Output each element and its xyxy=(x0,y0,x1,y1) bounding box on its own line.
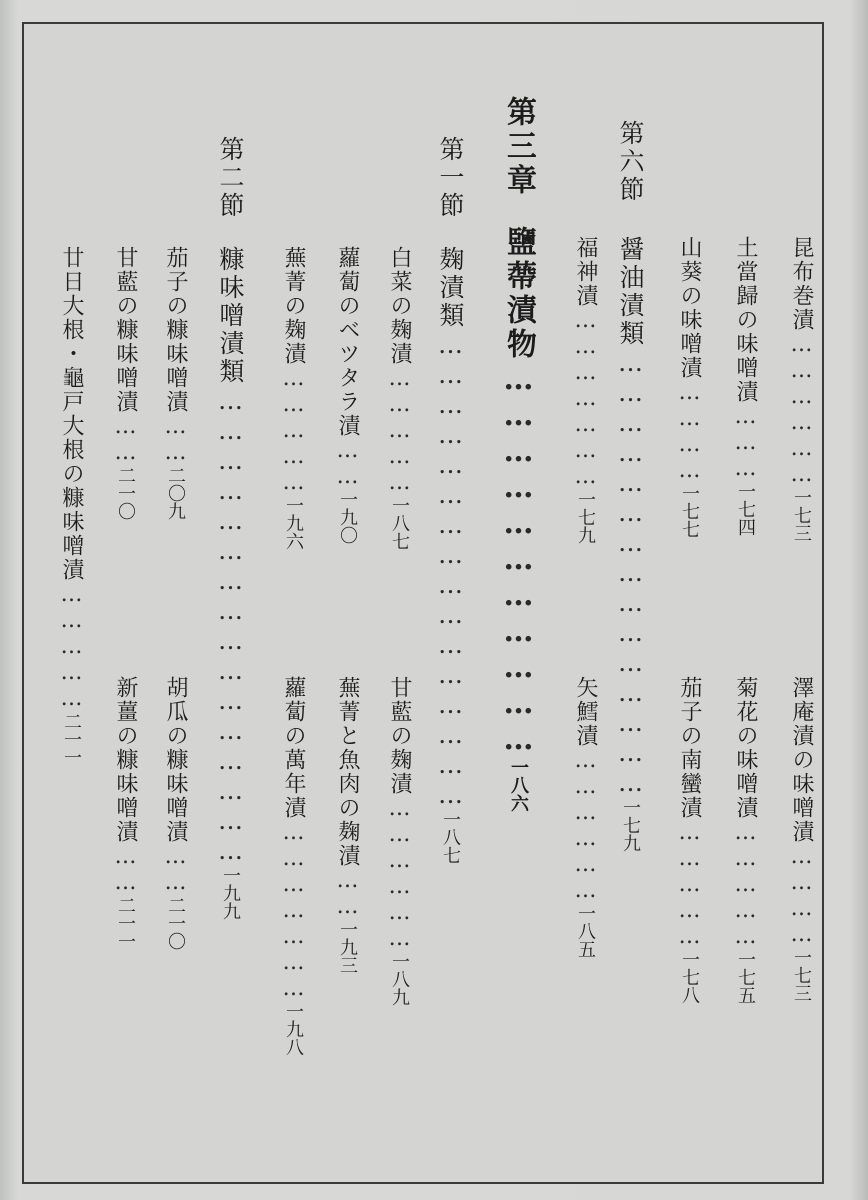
toc-entry-title: 茄子の糠味噌漬 xyxy=(163,246,188,414)
toc-column xyxy=(330,246,362,636)
toc-entry-title: 蕪菁と魚肉の麹漬 xyxy=(335,676,360,868)
toc-page-number: 一七九 xyxy=(620,798,641,852)
toc-page-number: 二一〇 xyxy=(165,896,186,950)
toc-column xyxy=(276,676,308,1076)
toc-entry-title: 蘿蔔の萬年漬 xyxy=(281,676,306,820)
dot-leader: ………………… xyxy=(573,308,598,490)
toc-page-number: 一七九 xyxy=(575,490,596,544)
toc-page-number: 二〇九 xyxy=(165,466,186,520)
toc-page-number: 一七三 xyxy=(791,488,812,542)
chapter-number: 第三章 xyxy=(501,96,536,198)
toc-page-number: 一九八 xyxy=(283,1002,304,1056)
toc-page-number: 一九〇 xyxy=(337,490,358,544)
dot-leader: …… xyxy=(163,844,188,896)
dot-leader: ……………………………………… xyxy=(616,348,645,798)
toc-page-number: 一九六 xyxy=(283,496,304,550)
toc-page-number: 一八七 xyxy=(389,496,410,550)
toc-entry-title: 麹漬類 xyxy=(436,246,465,330)
toc-column xyxy=(108,676,140,1076)
toc-column xyxy=(728,676,760,1076)
toc-column xyxy=(498,226,536,1166)
toc-entry-title: 矢鱈漬 xyxy=(573,676,598,748)
toc-column xyxy=(432,246,466,1166)
toc-entry-title: 澤庵漬の味噌漬 xyxy=(789,676,814,844)
dot-leader: …………… xyxy=(59,582,84,712)
dot-leader: …… xyxy=(113,844,138,896)
dot-leader: …………… xyxy=(281,366,306,496)
toc-column xyxy=(672,676,704,1076)
toc-column xyxy=(382,246,414,636)
toc-page-number: 二一〇 xyxy=(115,466,136,520)
toc-entry-title: 廿日大根・龜戸大根の糠味噌漬 xyxy=(59,246,84,582)
toc-column xyxy=(612,236,646,1166)
toc-page-number: 一七八 xyxy=(679,950,700,1004)
dot-leader: …… xyxy=(335,868,360,920)
dot-leader: ………………………………………… xyxy=(216,386,245,866)
dot-leader: …… xyxy=(335,438,360,490)
toc-column xyxy=(276,246,308,636)
toc-entry-title: 昆布巻漬 xyxy=(789,236,814,332)
dot-leader: …… xyxy=(113,414,138,466)
toc-page-number: 二一一 xyxy=(115,896,136,950)
dot-leader: ………………… xyxy=(281,820,306,1002)
section-number: 第六節 xyxy=(616,120,645,204)
toc-column xyxy=(54,246,86,1076)
toc-entry-title: 新薑の糠味噌漬 xyxy=(113,676,138,844)
toc-entry-title: 甘藍の麹漬 xyxy=(387,676,412,796)
toc-entry-title: 蕪菁の麹漬 xyxy=(281,246,306,366)
toc-page-number: 二一一 xyxy=(61,712,82,766)
toc-column xyxy=(568,676,600,1076)
toc-entry-title: 茄子の南蠻漬 xyxy=(677,676,702,820)
toc-column xyxy=(158,246,190,636)
toc-page-number: 一七四 xyxy=(735,482,756,536)
toc-column xyxy=(212,246,246,1166)
toc-entry-title: 醤油漬類 xyxy=(616,236,645,348)
toc-page-number: 一九九 xyxy=(220,866,241,920)
toc-entry-title: 鹽蔕漬物 xyxy=(501,226,536,362)
toc-page-number: 一七七 xyxy=(679,484,700,538)
toc-entry-title: 蘿蔔のベツタラ漬 xyxy=(335,246,360,438)
toc-entry-title: 胡瓜の糠味噌漬 xyxy=(163,676,188,844)
toc-page-number: 一八五 xyxy=(575,904,596,958)
toc-column xyxy=(672,236,704,636)
toc-page-number: 一七三 xyxy=(791,948,812,1002)
toc-entry-title: 白菜の麹漬 xyxy=(387,246,412,366)
toc-entry-title: 糠味噌漬類 xyxy=(216,246,245,386)
dot-leader: ……………… xyxy=(573,748,598,904)
section-number: 第一節 xyxy=(436,136,465,220)
toc-column xyxy=(108,246,140,636)
toc-column xyxy=(568,236,600,636)
toc-entry-title: 菊花の味噌漬 xyxy=(733,676,758,820)
toc-column xyxy=(158,676,190,1076)
toc-column xyxy=(382,676,414,1076)
dot-leader: …………… xyxy=(387,366,412,496)
dot-leader: ………… xyxy=(677,380,702,484)
dot-leader: …………… xyxy=(677,820,702,950)
dot-leader: ………… xyxy=(789,844,814,948)
toc-entry-title: 甘藍の糠味噌漬 xyxy=(113,246,138,414)
section-heading xyxy=(212,136,246,236)
toc-column xyxy=(330,676,362,1076)
toc-page-number: 一九三 xyxy=(337,920,358,974)
dot-leader: ……… xyxy=(733,404,758,482)
dot-leader: ………………………………………… xyxy=(436,330,465,810)
toc-column xyxy=(728,236,760,636)
toc-page-number: 一八七 xyxy=(440,810,461,864)
toc-entry-title: 福神漬 xyxy=(573,236,598,308)
toc-entry-title: 山葵の味噌漬 xyxy=(677,236,702,380)
section-heading xyxy=(432,136,466,236)
toc-page-number: 一七五 xyxy=(735,950,756,1004)
chapter-heading xyxy=(498,96,536,220)
dot-leader: …… xyxy=(163,414,188,466)
dot-leader: ……………… xyxy=(387,796,412,952)
toc-entry-title: 土當歸の味噌漬 xyxy=(733,236,758,404)
dot-leader: ……………… xyxy=(789,332,814,488)
dot-leader: …………………………… xyxy=(501,362,536,758)
toc-page-number: 一八九 xyxy=(389,952,410,1006)
toc-column xyxy=(784,676,816,1076)
dot-leader: …………… xyxy=(733,820,758,950)
section-heading xyxy=(612,120,646,230)
section-number: 第二節 xyxy=(216,136,245,220)
toc-page-number: 一八六 xyxy=(508,758,529,812)
